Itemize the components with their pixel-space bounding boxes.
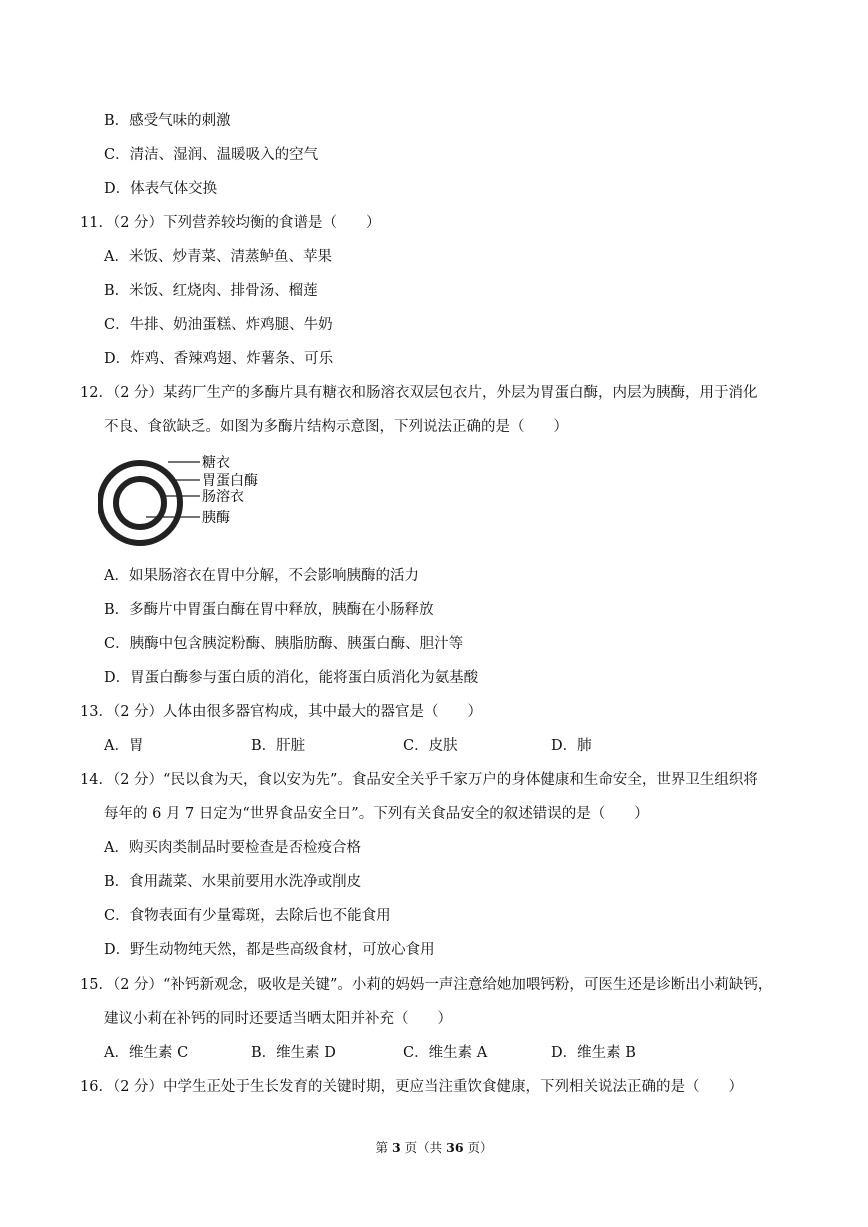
q12-option-b: B．多酶片中胃蛋白酶在胃中释放，胰酶在小肠释放 [104, 602, 434, 618]
question-15-stem-cont: 建议小莉在补钙的同时还要适当晒太阳并补充（ ） [104, 1011, 452, 1027]
page-footer [0, 1138, 868, 1156]
q11-option-b: B．米饭、红烧肉、排骨汤、榴莲 [104, 283, 318, 299]
label-pancreatin: 胰酶 [202, 510, 230, 526]
q14-option-d: D．野生动物纯天然，都是些高级食材，可放心食用 [104, 942, 435, 958]
q12-option-a: A．如果肠溶衣在胃中分解，不会影响胰酶的活力 [104, 568, 419, 584]
question-12-stem-cont: 不良、食欲缺乏。如图为多酶片结构示意图，下列说法正确的是（ ） [104, 419, 568, 435]
label-enteric-coat: 肠溶衣 [202, 489, 244, 505]
multi-enzyme-tablet-diagram [98, 448, 298, 558]
question-12-stem: 12．（2 分）某药厂生产的多酶片具有糖衣和肠溶衣双层包衣片，外层为胃蛋白酶，内层为胰酶，用于消化 [80, 385, 758, 401]
q12-option-c: C．胰酶中包含胰淀粉酶、胰脂肪酶、胰蛋白酶、胆汁等 [104, 636, 464, 652]
footer-prefix: 第 [375, 1140, 392, 1155]
q15-option-c: C．维生素 A [403, 1045, 488, 1061]
q15-option-a: A．维生素 C [104, 1045, 189, 1061]
q12-option-d: D．胃蛋白酶参与蛋白质的消化，能将蛋白质消化为氨基酸 [104, 670, 479, 686]
q13-option-d: D．肺 [551, 738, 592, 754]
q14-option-c: C．食物表面有少量霉斑，去除后也不能食用 [104, 908, 391, 924]
q13-option-b: B．肝脏 [251, 738, 306, 754]
q14-option-b: B．食用蔬菜、水果前要用水洗净或削皮 [104, 874, 362, 890]
q11-option-a: A．米饭、炒青菜、清蒸鲈鱼、苹果 [104, 249, 332, 265]
q11-option-d: D．炸鸡、香辣鸡翅、炸薯条、可乐 [104, 351, 334, 367]
q13-option-c: C．皮肤 [403, 738, 458, 754]
outer-ring [100, 463, 180, 543]
option-d-prev: D．体表气体交换 [104, 181, 218, 197]
footer-total-pages: 36 [446, 1140, 464, 1155]
question-16-stem: 16．（2 分）中学生正处于生长发育的关键时期，更应当注重饮食健康，下列相关说法正确的是（ ） [80, 1079, 744, 1095]
question-14-stem: 14．（2 分）“民以食为天，食以安为先”。食品安全关乎千家万户的身体健康和生命安全，世界卫生组织将 [80, 772, 758, 788]
footer-suffix: 页） [463, 1140, 493, 1155]
question-15-stem: 15．（2 分）“补钙新观念，吸收是关键”。小莉的妈妈一声注意给她加喂钙粉，可医生还是诊断出小莉缺钙， [80, 977, 773, 993]
option-c-prev: C．清洁、湿润、温暖吸入的空气 [104, 147, 319, 163]
label-sugar-coat: 糖衣 [202, 455, 230, 471]
question-11-stem: 11．（2 分）下列营养较均衡的食谱是（ ） [80, 215, 381, 231]
q13-option-a: A．胃 [104, 738, 144, 754]
option-b-prev: B．感受气味的刺激 [104, 113, 231, 129]
footer-middle: 页（共 [400, 1140, 447, 1155]
inner-ring [116, 479, 164, 527]
question-14-stem-cont: 每年的 6 月 7 日定为“世界食品安全日”。下列有关食品安全的叙述错误的是（ ） [104, 806, 649, 822]
q14-option-a: A．购买肉类制品时要检查是否检疫合格 [104, 840, 361, 856]
q11-option-c: C．牛排、奶油蛋糕、炸鸡腿、牛奶 [104, 317, 333, 333]
q15-option-d: D．维生素 B [551, 1045, 636, 1061]
q15-option-b: B．维生素 D [251, 1045, 336, 1061]
question-13-stem: 13．（2 分）人体由很多器官构成，其中最大的器官是（ ） [80, 704, 483, 720]
label-pepsin: 胃蛋白酶 [202, 473, 258, 489]
footer-page-number: 3 [391, 1140, 401, 1155]
